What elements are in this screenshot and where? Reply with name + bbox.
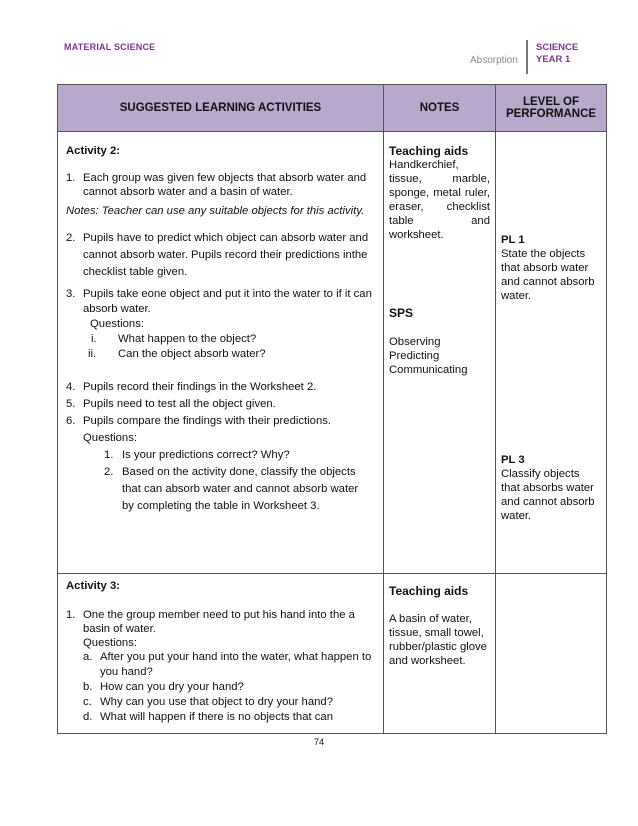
questions-label: Questions: bbox=[90, 318, 145, 330]
questions-label: Questions: bbox=[83, 637, 138, 649]
question-item bbox=[66, 464, 377, 515]
item-number: 3. bbox=[66, 288, 76, 300]
list-item bbox=[66, 287, 377, 317]
list-item bbox=[66, 171, 377, 199]
questions-label: Questions: bbox=[83, 432, 138, 444]
item-text: Each group was given few objects that absorb water and cannot absorb water and a basin of water. bbox=[83, 172, 367, 198]
question-number: 1. bbox=[104, 449, 114, 461]
question-item bbox=[66, 332, 377, 347]
page-number: 74 bbox=[313, 737, 324, 747]
table-row bbox=[58, 132, 607, 574]
teaching-aids-title: Teaching aids bbox=[389, 584, 469, 598]
header-year: YEAR 1 bbox=[536, 54, 571, 65]
question-item bbox=[66, 347, 377, 362]
question-number: a. bbox=[83, 651, 93, 663]
notes-cell bbox=[384, 574, 496, 734]
item-number: 4. bbox=[66, 381, 76, 393]
question-text: Can the object absorb water? bbox=[118, 348, 266, 360]
question-number: ii. bbox=[88, 348, 97, 360]
question-text: Based on the activity done, classify the objects that can absorb water and cannot absorb water by completing the table in Worksheet 3. bbox=[122, 466, 359, 512]
item-number: 1. bbox=[66, 609, 76, 621]
sps-skill: Predicting bbox=[389, 350, 440, 362]
activity-title: Activity 3: bbox=[66, 580, 120, 592]
activities-table bbox=[57, 84, 607, 734]
item-number: 1. bbox=[66, 172, 76, 184]
table-row bbox=[58, 574, 607, 734]
notes-cell bbox=[384, 132, 496, 574]
question-number: 2. bbox=[104, 466, 114, 478]
list-item bbox=[66, 379, 377, 396]
item-text: Pupils compare the findings with their predictions. bbox=[83, 415, 332, 427]
question-item bbox=[66, 650, 377, 680]
header-subject: MATERIAL SCIENCE bbox=[64, 42, 156, 52]
pl1-title: PL 1 bbox=[501, 234, 525, 246]
header-activities: SUGGESTED LEARNING ACTIVITIES bbox=[58, 85, 384, 132]
header-science: SCIENCE bbox=[536, 42, 579, 53]
activity-title: Activity 2: bbox=[66, 145, 120, 157]
item-number: 6. bbox=[66, 415, 76, 427]
item-text: Pupils record their findings in the Worksheet 2. bbox=[83, 381, 317, 393]
question-text: After you put your hand into the water, what happen to you hand? bbox=[100, 651, 372, 678]
question-number: b. bbox=[83, 681, 93, 693]
performance-cell bbox=[496, 132, 607, 574]
sps-skill: Communicating bbox=[389, 364, 468, 376]
table-header-row bbox=[58, 85, 607, 132]
header-level bbox=[536, 42, 578, 66]
list-item bbox=[66, 608, 377, 636]
item-number: 2. bbox=[66, 232, 76, 244]
pl1-text: State the objects that absorb water and cannot absorb water. bbox=[501, 248, 595, 302]
header-performance: LEVEL OF PERFORMANCE bbox=[496, 85, 607, 132]
list-item bbox=[66, 230, 377, 281]
sps-skill: Observing bbox=[389, 336, 441, 348]
item-text: One the group member need to put his hand into the a basin of water. bbox=[83, 609, 355, 635]
question-number: i. bbox=[91, 333, 97, 345]
question-item bbox=[66, 710, 377, 725]
pl3-title: PL 3 bbox=[501, 454, 525, 466]
teaching-aids-text: Handkerchief, tissue, marble, sponge, metal ruler, eraser, checklist table and worksheet. bbox=[389, 159, 490, 241]
teaching-aids-title: Teaching aids bbox=[389, 144, 469, 158]
item-text: Pupils need to test all the object given. bbox=[83, 398, 276, 410]
header-divider bbox=[526, 40, 528, 74]
activity-cell bbox=[58, 574, 384, 734]
header-topic: Absorption bbox=[470, 55, 518, 66]
performance-cell bbox=[496, 574, 607, 734]
question-number: d. bbox=[83, 711, 93, 723]
list-item bbox=[66, 413, 377, 430]
header-notes: NOTES bbox=[384, 85, 496, 132]
question-item bbox=[66, 680, 377, 695]
teacher-note: Notes: Teacher can use any suitable objects for this activity. bbox=[66, 205, 365, 217]
teaching-aids-text: A basin of water, tissue, small towel, rubber/plastic glove and worksheet. bbox=[389, 613, 487, 667]
list-item bbox=[66, 396, 377, 413]
question-text: Is your predictions correct? Why? bbox=[122, 449, 290, 461]
question-text: How can you dry your hand? bbox=[100, 681, 244, 693]
item-text: Pupils have to predict which object can absorb water and cannot absorb water. Pupils record their predictions inthe checklist table given. bbox=[83, 232, 369, 278]
pl3-text: Classify objects that absorbs water and cannot absorb water. bbox=[501, 468, 595, 522]
question-text: What will happen if there is no objects that can bbox=[100, 711, 333, 723]
sps-title: SPS bbox=[389, 306, 414, 320]
activity-cell bbox=[58, 132, 384, 574]
item-number: 5. bbox=[66, 398, 76, 410]
question-item bbox=[66, 695, 377, 710]
question-text: Why can you use that object to dry your hand? bbox=[100, 696, 333, 708]
question-text: What happen to the object? bbox=[118, 333, 257, 345]
item-text: Pupils take eone object and put it into the water to if it can absorb water. bbox=[83, 288, 372, 315]
question-number: c. bbox=[83, 696, 92, 708]
question-item bbox=[66, 447, 377, 464]
